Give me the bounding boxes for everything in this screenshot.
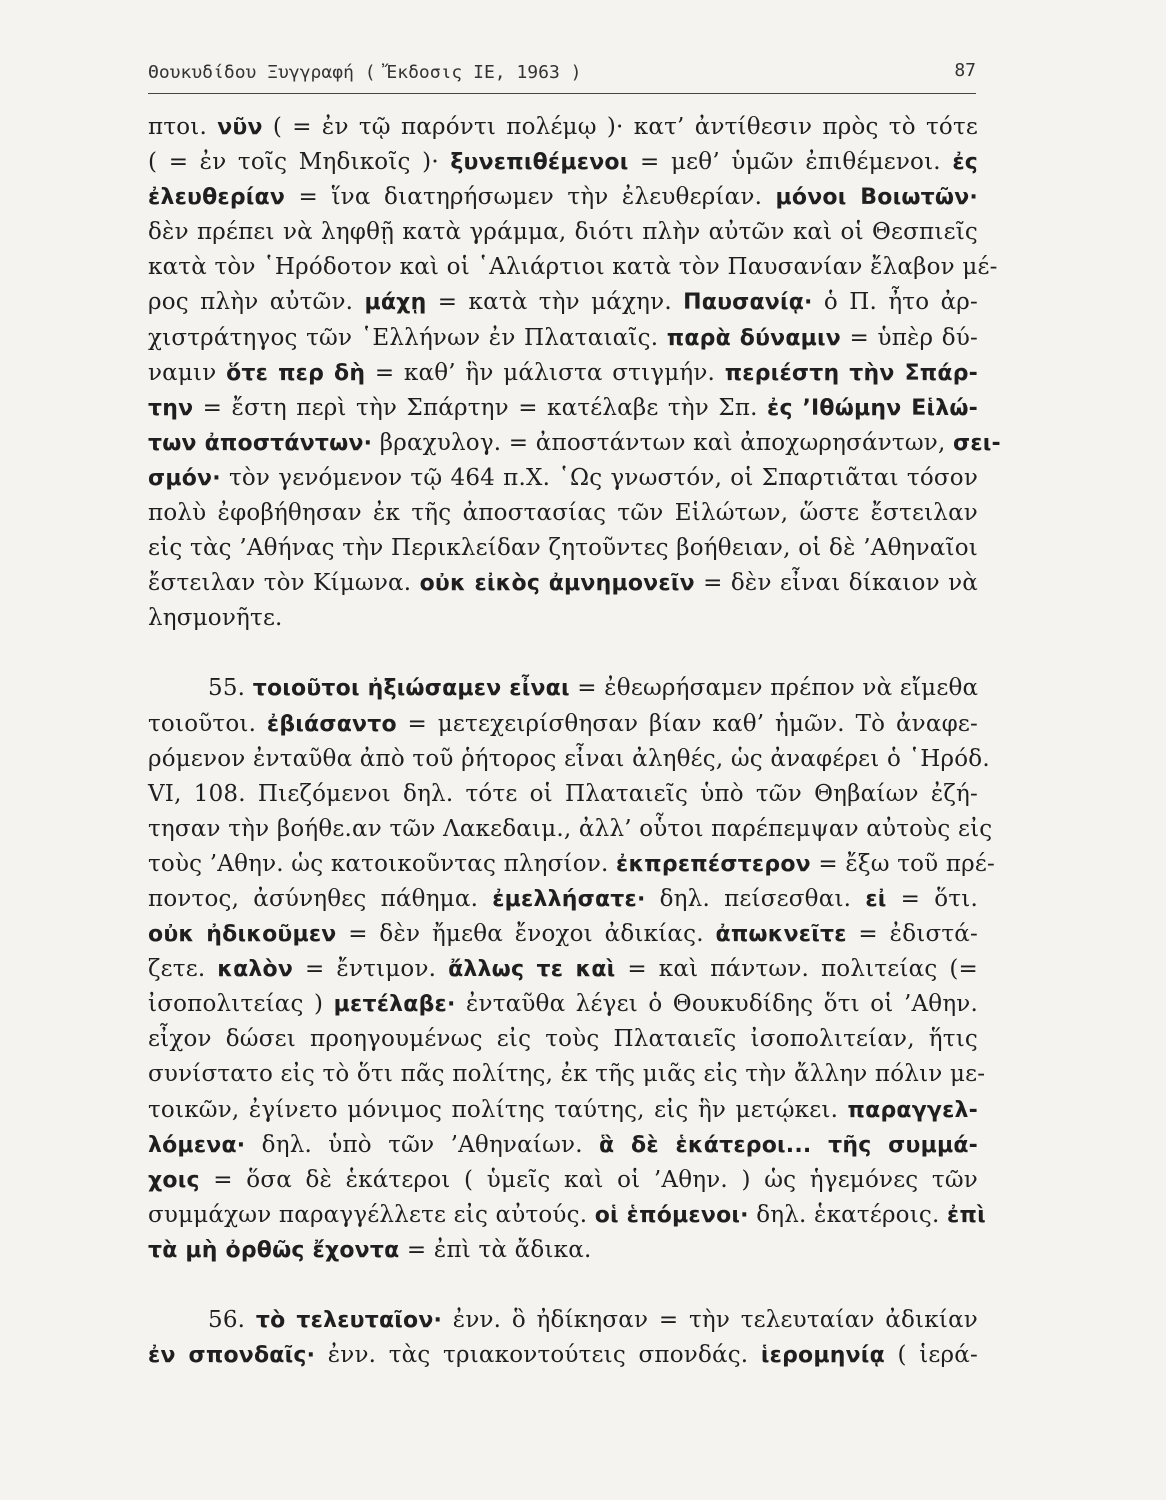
text-line: συνίστατο εἰς τὸ ὅτι πᾶς πολίτης, ἐκ τῆς μιᾶς εἰς τὴν ἄλλην πόλιν με- [148,1061,986,1088]
paragraph-gap [148,1268,978,1303]
text-line: συμμάχων παραγγέλλετε εἰς αὐτούς. οἱ ἑπόμενοι· δηλ. ἑκατέροις. ἐπὶ [148,1201,986,1228]
text-line: ἐλευθερίαν = ἵνα διατηρήσωμεν τὴν ἐλευθερίαν. μόνοι Βοιωτῶν· [148,184,978,211]
text-line: 56. τὸ τελευταῖον· ἐνν. ὃ ἠδίκησαν = τὴν τελευταίαν ἀδικίαν [208,1307,978,1333]
text-line: λόμενα· δηλ. ὑπὸ τῶν ’Αθηναίων. ἃ δὲ ἑκάτεροι... τῆς συμμά- [148,1131,978,1158]
text-line: κατὰ τὸν ῾Ηρόδοτον καὶ οἱ ῾Αλιάρτιοι κατὰ τὸν Παυσανίαν ἔλαβον μέ- [148,254,998,281]
text-line: πτοι. νῦν ( = ἐν τῷ παρόντι πολέμῳ )· κατ’ ἀντίθεσιν πρὸς τὸ τότε [148,114,978,140]
text-line: τοιοῦτοι. ἐβιάσαντο = μετεχειρίσθησαν βίαν καθ’ ἡμῶν. Τὸ ἀναφε- [148,710,978,737]
running-header [148,56,976,94]
text-line: ( = ἐν τοῖς Μηδικοῖς )· ξυνεπιθέμενοι = μεθ’ ὑμῶν ἐπιθέμενοι. ἐς [148,149,978,176]
text-line: σμόν· τὸν γενόμενον τῷ 464 π.Χ. ῾Ως γνωστόν, οἱ Σπαρτιᾶται τόσον [148,464,978,491]
text-line: ἔστειλαν τὸν Κίμωνα. οὐκ εἰκὸς ἀμνημονεῖν = δὲν εἶναι δίκαιον νὰ [148,570,978,597]
text-line: χοις = ὅσα δὲ ἑκάτεροι ( ὑμεῖς καὶ οἱ ’Αθην. ) ὡς ἡγεμόνες τῶν [148,1166,978,1193]
text-line: λησμονῆτε. [148,605,283,632]
text-line: των ἀποστάντων· βραχυλογ. = ἀποστάντων καὶ ἀποχωρησάντων, σει- [148,429,1001,456]
header-rule [148,93,976,94]
text-line: δὲν πρέπει νὰ ληφθῇ κατὰ γράμμα, διότι πλὴν αὐτῶν καὶ οἱ Θεσπιεῖς [148,219,978,246]
text-line: ρος πλὴν αὐτῶν. μάχῃ = κατὰ τὴν μάχην. Παυσανίᾳ· ὁ Π. ἦτο ἀρ- [148,289,979,316]
text-line: την = ἔστη περὶ τὴν Σπάρτην = κατέλαβε τὴν Σπ. ἐς ’Ιθώμην Εἱλώ- [148,394,978,421]
text-line: ποντος, ἀσύνηθες πάθημα. ἐμελλήσατε· δηλ. πείσεσθαι. εἰ = ὅτι. [148,885,978,912]
text-line: VI, 108. Πιεζόμενοι δηλ. τότε οἱ Πλαταιεῖς ὑπὸ τῶν Θηβαίων ἐζή- [148,780,978,807]
text-line: 55. τοιοῦτοι ἠξιώσαμεν εἶναι = ἐθεωρήσαμεν πρέπον νὰ εἴμεθα [208,675,979,702]
text-line: οὐκ ἠδικοῦμεν = δὲν ἤμεθα ἔνοχοι ἀδικίας. ἀπωκνεῖτε = ἐδιστά- [148,921,978,948]
text-line: ἰσοπολιτείας ) μετέλαβε· ἐνταῦθα λέγει ὁ Θουκυδίδης ὅτι οἱ ’Αθην. [148,991,978,1018]
text-line: ζετε. καλὸν = ἔντιμον. ἄλλως τε καὶ = καὶ πάντων. πολιτείας (= [148,956,979,983]
text-line: πολὺ ἐφοβήθησαν ἐκ τῆς ἀποστασίας τῶν Εἱλώτων, ὥστε ἔστειλαν [148,500,978,527]
text-line: ρόμενον ἐνταῦθα ἀπὸ τοῦ ῥήτορος εἶναι ἀληθές, ὡς ἀναφέρει ὁ ῾Ηρόδ. [148,745,990,772]
text-line: τὰ μὴ ὀρθῶς ἔχοντα = ἐπὶ τὰ ἄδικα. [148,1236,592,1263]
page-number: 87 [954,60,976,81]
commentary-text [148,110,1001,1373]
text-line: ναμιν ὅτε περ δὴ = καθ’ ἣν μάλιστα στιγμήν. περιέστη τὴν Σπάρ- [148,359,978,386]
text-line: τοὺς ’Αθην. ὡς κατοικοῦντας πλησίον. ἐκπρεπέστερον = ἔξω τοῦ πρέ- [148,850,995,877]
text-line: ἐν σπονδαῖς· ἐνν. τὰς τριακοντούτεις σπονδάς. ἱερομηνίᾳ ( ἱερά- [148,1342,978,1369]
text-line: χιστράτηγος τῶν ῾Ελλήνων ἐν Πλαταιαῖς. παρὰ δύναμιν = ὑπὲρ δύ- [148,324,978,351]
text-line: εἰς τὰς ’Αθήνας τὴν Περικλείδαν ζητοῦντες βοήθειαν, οἱ δὲ ’Αθηναῖοι [148,535,978,562]
text-line: τησαν τὴν βοήθε.αν τῶν Λακεδαιμ., ἀλλ’ οὗτοι παρέπεμψαν αὐτοὺς εἰς [148,815,993,842]
text-line: τοικῶν, ἐγίνετο μόνιμος πολίτης ταύτης, εἰς ἣν μετῴκει. παραγγελ- [148,1096,978,1123]
header-title: Θουκυδίδου Ξυγγραφή ( Ἔκδοσις ΙΕ, 1963 ) [148,62,582,83]
text-line: εἶχον δώσει προηγουμένως εἰς τοὺς Πλαταιεῖς ἰσοπολιτείαν, ἥτις [148,1026,978,1053]
paragraph-gap [148,636,978,671]
